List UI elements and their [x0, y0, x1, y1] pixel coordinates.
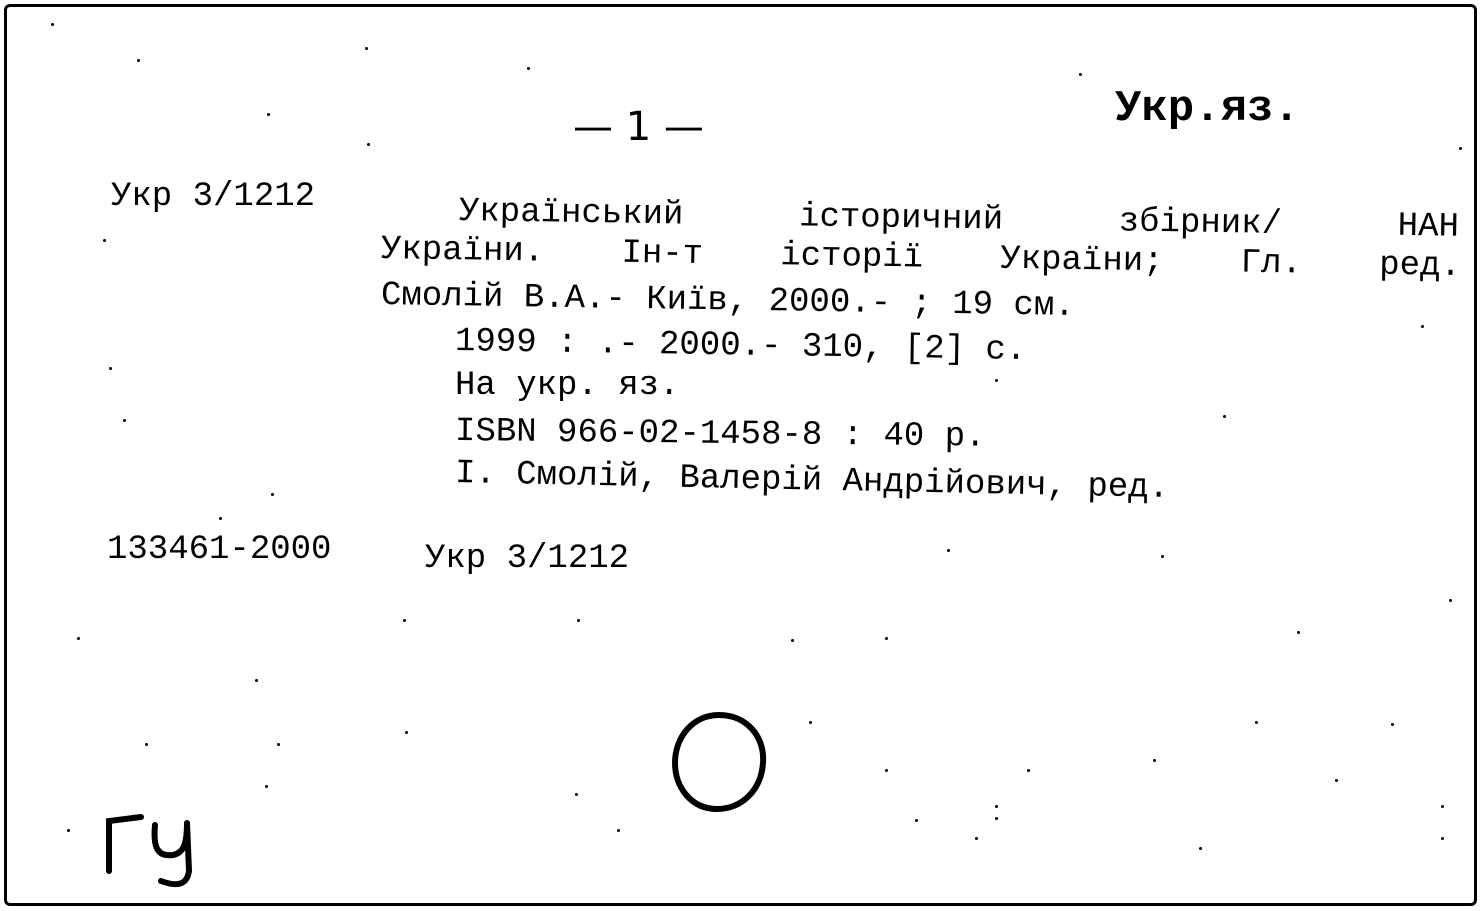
accession-number: 133461-2000	[107, 531, 332, 569]
handwritten-gu-mark	[99, 805, 209, 893]
editor-line: I. Смолій, Валерій Андрійович, ред.	[454, 455, 1170, 508]
language-note: На укр. яз.	[455, 367, 680, 405]
description-line-3: Смолій В.А.- Київ, 2000.- ; 19 см.	[380, 277, 1075, 326]
description-word: Ін-т	[621, 234, 704, 275]
description-word: України;	[1000, 240, 1164, 282]
shelf-call-number: Укр 3/1212	[425, 540, 630, 578]
top-mark: — 1 —	[573, 104, 704, 150]
language-heading: Укр.яз.	[1115, 84, 1300, 134]
volume-line: 1999 : .- 2000.- 310, [2] с.	[454, 323, 1027, 370]
isbn-line: ISBN 966-02-1458-8 : 40 р.	[454, 413, 986, 457]
title-word: НАН	[1397, 207, 1460, 247]
title-word: збірник/	[1118, 203, 1283, 244]
description-word: України.	[380, 231, 545, 272]
punch-hole-circle	[667, 709, 771, 815]
description-word: Гл.	[1240, 244, 1303, 284]
description-word: історії	[779, 237, 924, 278]
title-word: Український	[458, 193, 684, 235]
catalog-card	[4, 4, 1477, 906]
title-word: історичний	[798, 198, 1004, 240]
call-number: Укр 3/1212	[111, 178, 316, 216]
description-word: ред.	[1378, 246, 1462, 286]
